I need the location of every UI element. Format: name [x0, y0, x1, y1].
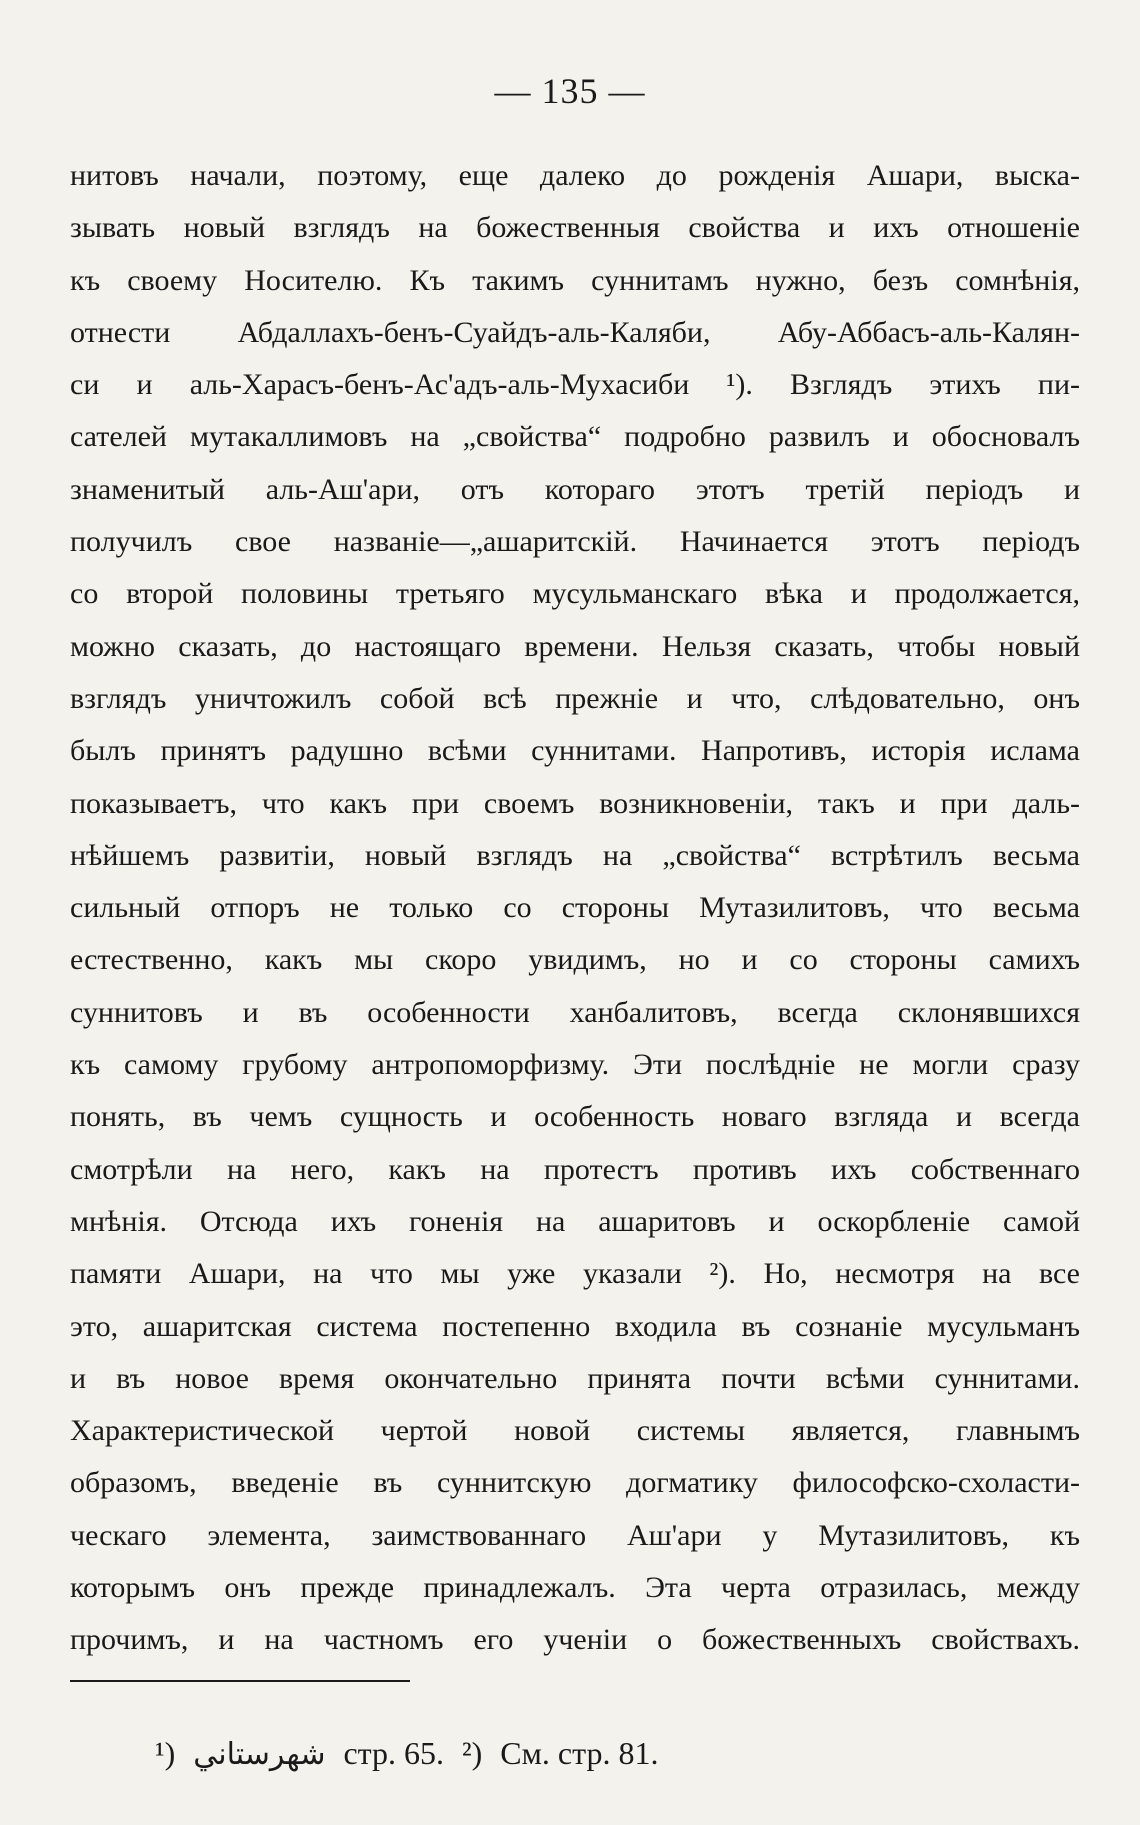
text-line: Характеристической чертой новой системы является, главнымъ [70, 1414, 1080, 1448]
text-line: си и аль-Харасъ-бенъ-Ас'адъ-аль-Мухасиби ¹). Взглядъ этихъ пи- [70, 368, 1080, 402]
footnote-1-marker: ¹) [155, 1735, 176, 1771]
footnote-2-reference: См. стр. 81. [500, 1735, 659, 1771]
footnotes [155, 1735, 668, 1772]
text-line: показываетъ, что какъ при своемъ возникновеніи, такъ и при даль- [70, 786, 1080, 820]
text-line: знаменитый аль-Аш'ари, отъ котораго этотъ третій періодъ и [70, 472, 1080, 506]
text-line: смотрѣли на него, какъ на протестъ противъ ихъ собственнаго [70, 1152, 1080, 1186]
text-line: прочимъ, и на частномъ его ученіи о божественныхъ свойствахъ. [70, 1623, 1080, 1657]
page-number: — 135 — [494, 71, 646, 111]
body-text [70, 150, 1080, 1667]
text-line: это, ашаритская система постепенно входила въ сознаніе мусульманъ [70, 1309, 1080, 1343]
text-line: которымъ онъ прежде принадлежалъ. Эта черта отразилась, между [70, 1571, 1080, 1605]
text-line: мнѣнія. Отсюда ихъ гоненія на ашаритовъ и оскорбленіе самой [70, 1204, 1080, 1238]
text-line: зывать новый взглядъ на божественныя свойства и ихъ отношеніе [70, 211, 1080, 245]
text-line: можно сказать, до настоящаго времени. Нельзя сказать, чтобы новый [70, 629, 1080, 663]
text-line: нѣйшемъ развитіи, новый взглядъ на „свойства“ встрѣтилъ весьма [70, 838, 1080, 872]
text-line: памяти Ашари, на что мы уже указали ²). Но, несмотря на все [70, 1257, 1080, 1291]
footnote-2-marker: ²) [462, 1735, 483, 1771]
text-line: къ самому грубому антропоморфизму. Эти послѣдніе не могли сразу [70, 1048, 1080, 1082]
text-line: и въ новое время окончательно принята почти всѣми суннитами. [70, 1361, 1080, 1395]
text-line: получилъ свое названіе—„ашаритскій. Начинается этотъ періодъ [70, 525, 1080, 559]
text-line: отнести Абдаллахъ-бенъ-Суайдъ-аль-Каляби, Абу-Аббасъ-аль-Калян- [70, 315, 1080, 349]
text-line: суннитовъ и въ особенности ханбалитовъ, всегда склонявшихся [70, 995, 1080, 1029]
text-line: къ своему Носителю. Къ такимъ суннитамъ нужно, безъ сомнѣнія, [70, 263, 1080, 297]
footnote-1-reference: стр. 65. [343, 1735, 445, 1771]
text-line: взглядъ уничтожилъ собой всѣ прежніе и что, слѣдовательно, онъ [70, 681, 1080, 715]
footnote-divider [70, 1680, 410, 1682]
text-line: нитовъ начали, поэтому, еще далеко до рожденія Ашари, выска- [70, 159, 1080, 192]
footnote-1-arabic-source: شهرستاني [193, 1737, 326, 1772]
text-line: ческаго элемента, заимствованнаго Аш'ари у Мутазилитовъ, къ [70, 1518, 1080, 1552]
text-line: понять, въ чемъ сущность и особенность новаго взгляда и всегда [70, 1100, 1080, 1134]
text-line: естественно, какъ мы скоро увидимъ, но и со стороны самихъ [70, 943, 1080, 977]
text-line: со второй половины третьяго мусульманскаго вѣка и продолжается, [70, 577, 1080, 611]
text-line: сателей мутакаллимовъ на „свойства“ подробно развилъ и обосновалъ [70, 420, 1080, 454]
text-line: образомъ, введеніе въ суннитскую догматику философско-схоласти- [70, 1466, 1080, 1500]
text-line: былъ принятъ радушно всѣми суннитами. Напротивъ, исторія ислама [70, 734, 1080, 768]
text-line: сильный отпоръ не только со стороны Мутазилитовъ, что весьма [70, 891, 1080, 925]
